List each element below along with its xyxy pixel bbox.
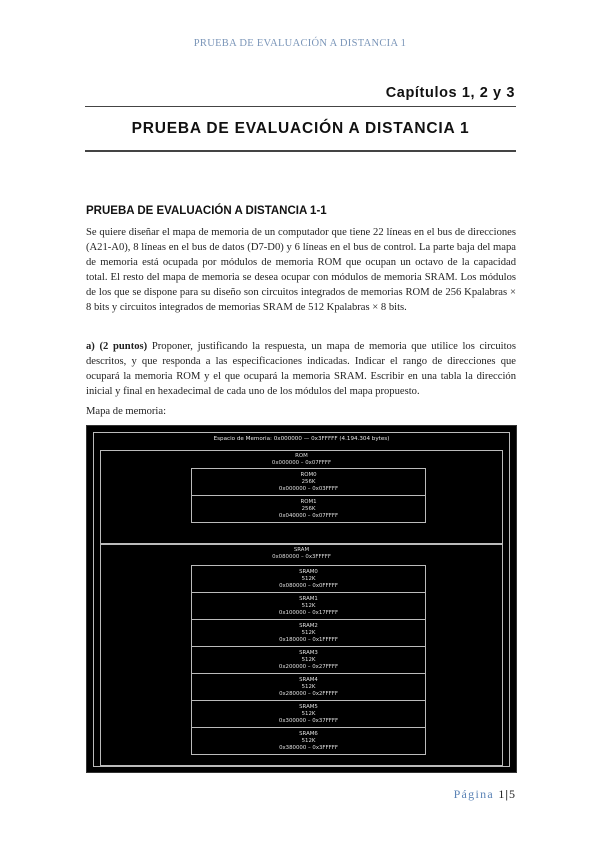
question-label: a) (2 puntos) [86, 341, 148, 352]
page-number: 1 [498, 787, 505, 801]
rom-range: 0x000000 – 0x07FFFF [271, 460, 332, 466]
module-name: ROM0 [300, 471, 317, 478]
sram-region-label [101, 547, 502, 561]
module-range: 0x180000 – 0x1FFFFF [279, 636, 338, 643]
rom-name: ROM [295, 453, 308, 459]
problem-statement: Se quiere diseñar el mapa de memoria de un computador que tiene 22 líneas en el bus de direcciones (A21-A0), 8 líneas en el bus de datos (D7-D0) y 6 líneas en el bus de control. La parte baja del mapa de memoria está ocupada por módulos de memoria ROM que ocupan un octavo de la capacidad total. El resto del mapa de memoria se desea ocupar con módulos de memoria SRAM. Los módulos de los que se dispone para su diseño son circuitos integrados de memorias ROM de 256 Kpalabras × 8 bits y circuitos integrados de memorias SRAM de 512 Kpalabras × 8 bits. [86, 227, 516, 313]
module-name: SRAM1 [299, 595, 318, 602]
module-name: SRAM0 [299, 568, 318, 575]
module-name: SRAM2 [299, 622, 318, 629]
memory-map-figure [86, 425, 517, 773]
sram-module [191, 565, 426, 593]
module-range: 0x300000 – 0x37FFFF [278, 717, 339, 724]
module-name: SRAM3 [299, 649, 318, 656]
rom-module [191, 495, 426, 523]
running-header: PRUEBA DE EVALUACIÓN A DISTANCIA 1 [193, 38, 407, 49]
module-name: SRAM4 [299, 676, 318, 683]
module-size: 512K [301, 575, 316, 582]
module-size: 512K [301, 737, 316, 744]
page-footer [454, 787, 515, 802]
module-size: 512K [301, 710, 316, 717]
rom-module-list [191, 469, 426, 523]
sram-module [191, 673, 426, 701]
module-range: 0x040000 – 0x07FFFF [278, 512, 339, 519]
sram-name: SRAM [293, 547, 310, 553]
module-size: 256K [301, 505, 316, 512]
module-name: SRAM6 [299, 730, 318, 737]
memory-space-title: Espacio de Memoria: 0x000000 — 0x3FFFFF (4.194.304 bytes) [213, 436, 390, 442]
sram-region [100, 544, 503, 766]
page-title: PRUEBA DE EVALUACIÓN A DISTANCIA 1 [131, 120, 470, 137]
sram-module [191, 619, 426, 647]
memory-space-box [93, 432, 510, 767]
section-title: PRUEBA DE EVALUACIÓN A DISTANCIA 1-1 [86, 205, 327, 217]
module-size: 512K [301, 683, 316, 690]
module-name: SRAM5 [299, 703, 318, 710]
sram-module [191, 700, 426, 728]
header-rule [85, 106, 516, 107]
module-size: 512K [301, 629, 316, 636]
module-name: ROM1 [300, 498, 317, 505]
module-range: 0x280000 – 0x2FFFFF [279, 690, 338, 697]
module-range: 0x200000 – 0x27FFFF [278, 663, 339, 670]
module-size: 256K [301, 478, 316, 485]
page-word: Página [453, 787, 495, 801]
sram-module [191, 727, 426, 755]
total-pages: 5 [509, 787, 515, 801]
chapter-heading: Capítulos 1, 2 y 3 [385, 85, 515, 101]
module-range: 0x000000 – 0x03FFFF [278, 485, 339, 492]
sram-module [191, 592, 426, 620]
question-a [86, 339, 516, 399]
module-size: 512K [301, 656, 316, 663]
rom-region-label [101, 453, 502, 467]
module-size: 512K [301, 602, 316, 609]
title-rule [85, 150, 516, 152]
question-text: Proponer, justificando la respuesta, un mapa de memoria que utilice los circuitos descritos, y que responda a las especificaciones indicadas. Indicar el rango de direcciones que ocupará la memoria ROM y el que ocupará la memoria SRAM. Escribir en una tabla la dirección inicial y final en hexadecimal de cada uno de los módulos del mapa propuesto. [86, 341, 516, 397]
rom-region [100, 450, 503, 544]
module-range: 0x080000 – 0x0FFFFF [279, 582, 338, 589]
sram-module-list [191, 566, 426, 755]
sram-module [191, 646, 426, 674]
page-separator: | [505, 787, 508, 801]
module-range: 0x100000 – 0x17FFFF [278, 609, 339, 616]
module-range: 0x380000 – 0x3FFFFF [279, 744, 338, 751]
rom-module [191, 468, 426, 496]
map-caption: Mapa de memoria: [86, 406, 167, 417]
sram-range: 0x080000 – 0x3FFFFF [272, 554, 331, 560]
